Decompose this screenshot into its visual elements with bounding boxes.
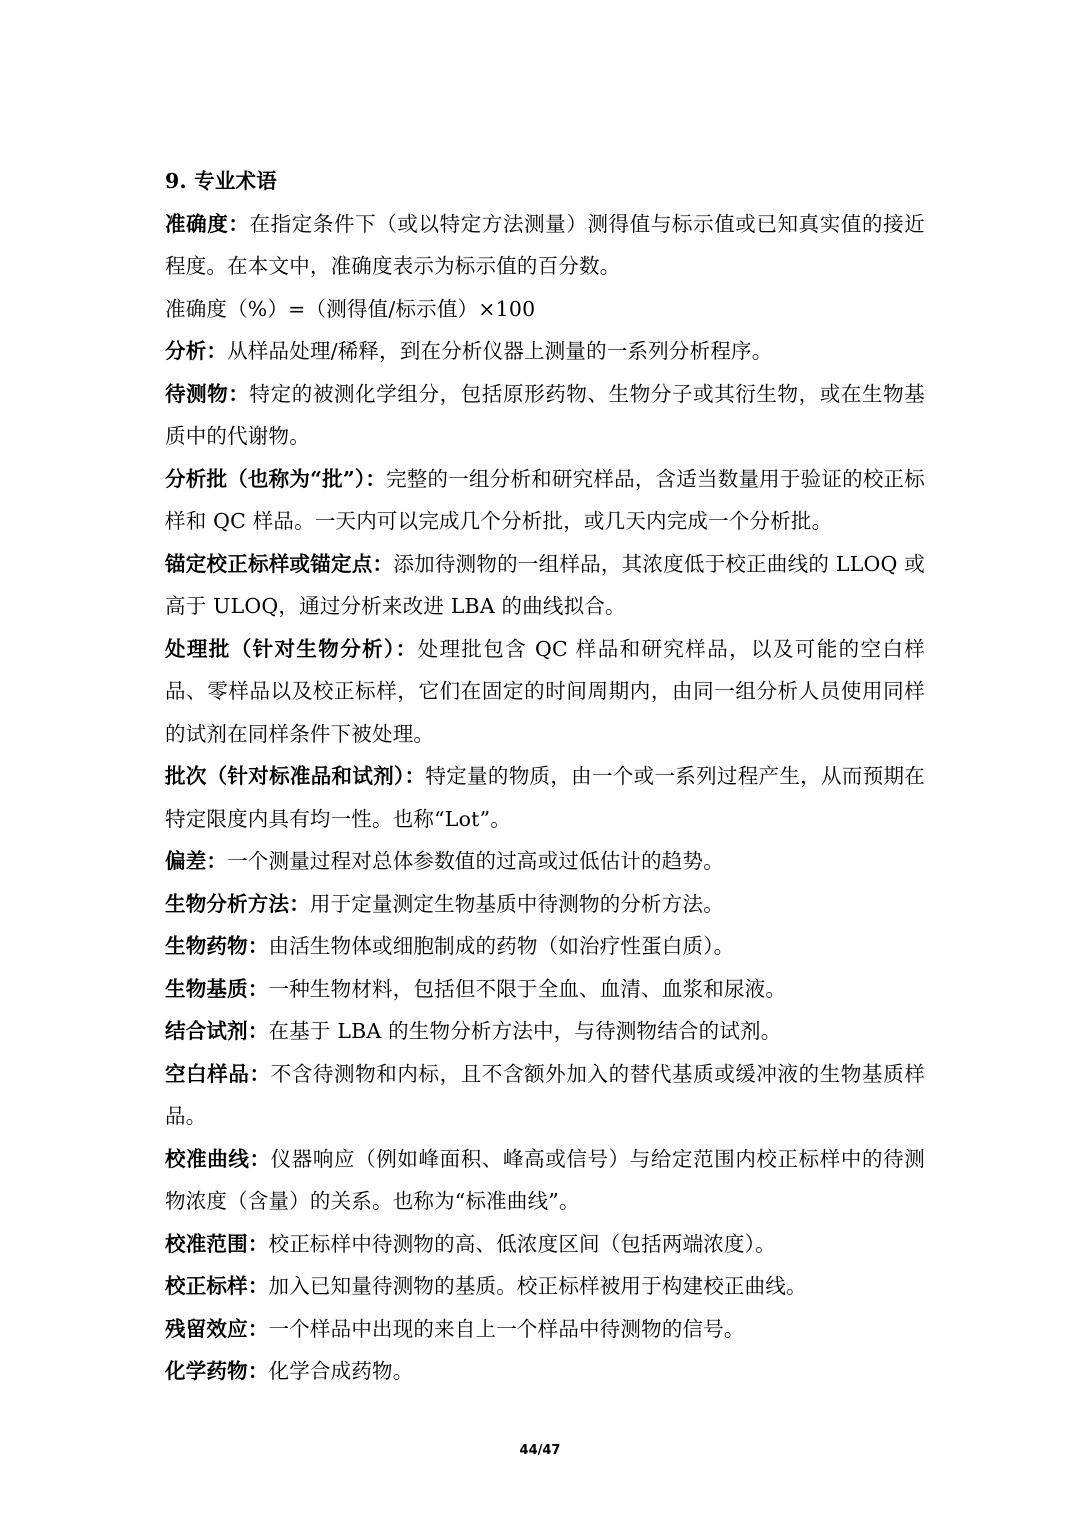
term-separator: ：: [247, 976, 269, 1001]
term-definition: 校正标样中待测物的高、低浓度区间（包括两端浓度）。: [268, 1231, 776, 1256]
glossary-entry-processing-batch: [165, 628, 925, 756]
term-label: 处理批（针对生物分析）: [165, 636, 396, 661]
term-definition: 不含待测物和内标，且不含额外加入的替代基质或缓冲液的生物基质样品。: [165, 1061, 925, 1128]
term-label: 校准范围: [165, 1231, 248, 1256]
term-separator: ：: [247, 1019, 269, 1043]
term-separator: ：: [289, 891, 310, 916]
glossary-entry-bias: [165, 840, 925, 883]
section-heading: 9. 专业术语: [165, 169, 277, 193]
term-separator: ：: [206, 339, 228, 363]
term-definition: 特定的被测化学组分，包括原形药物、生物分子或其衍生物，或在生物基质中的代谢物。: [165, 381, 925, 448]
glossary-entry-calibration-curve: [165, 1138, 925, 1223]
term-label: 生物基质: [165, 976, 248, 1001]
term-definition: 仪器响应（例如峰面积、峰高或信号）与给定范围内校正标样中的待测物浓度（含量）的关系。也称为“标准曲线”。: [165, 1146, 925, 1213]
term-label: 生物药物: [165, 934, 248, 958]
glossary-entry-calibration-range: [165, 1223, 925, 1266]
formula-text: 准确度（%）=（测得值/标示值）×100: [165, 296, 536, 321]
term-label: 分析: [165, 339, 207, 363]
glossary-entry-carryover: [165, 1308, 925, 1351]
term-definition: 处理批包含 QC 样品和研究样品，以及可能的空白样品、零样品以及校正标样，它们在固定的时间周期内，由同一组分析人员使用同样的试剂在同样条件下被处理。: [165, 636, 925, 746]
term-label: 批次（针对标准品和试剂）: [165, 764, 405, 788]
glossary-entry-analysis: [165, 330, 925, 373]
glossary-entry-chemical-drug: [165, 1350, 925, 1393]
term-separator: ：: [247, 1316, 269, 1341]
term-definition: 一种生物材料，包括但不限于全血、血清、血浆和尿液。: [268, 976, 787, 1001]
term-separator: ：: [247, 1274, 269, 1298]
term-definition: 由活生物体或细胞制成的药物（如治疗性蛋白质）。: [268, 934, 735, 958]
term-label: 结合试剂: [165, 1019, 248, 1043]
glossary-entry-blank-sample: [165, 1053, 925, 1138]
term-definition: 在指定条件下（或以特定方法测量）测得值与标示值或已知真实值的接近程度。在本文中，准确度表示为标示值的百分数。: [165, 211, 925, 278]
term-definition: 添加待测物的一组样品，其浓度低于校正曲线的 LLOQ 或高于 ULOQ，通过分析来改进 LBA 的曲线拟合。: [165, 551, 926, 618]
term-separator: ：: [247, 1359, 269, 1383]
term-label: 待测物: [165, 381, 229, 406]
term-label: 偏差: [165, 849, 207, 873]
glossary-entry-calibration-standard: [165, 1265, 925, 1308]
glossary-entry-analyte: [165, 373, 925, 458]
term-separator: ：: [228, 381, 250, 406]
term-definition: 加入已知量待测物的基质。校正标样被用于构建校正曲线。: [268, 1274, 807, 1298]
term-label: 化学药物: [165, 1359, 248, 1383]
term-label: 锚定校正标样或锚定点: [165, 551, 373, 576]
term-separator: ：: [372, 551, 394, 576]
page-number: 44/47: [519, 1443, 561, 1458]
term-label: 残留效应: [165, 1316, 248, 1341]
term-separator: ：: [404, 764, 426, 788]
accuracy-formula: [165, 288, 925, 331]
term-label: 生物分析方法: [165, 891, 290, 916]
glossary-entry-analytical-run: [165, 458, 925, 543]
term-separator: ：: [247, 934, 269, 958]
glossary-entry-bioanalytical-method: [165, 883, 925, 926]
term-separator: ：: [249, 1146, 271, 1171]
term-separator: ：: [206, 849, 228, 873]
glossary-entry-accuracy: [165, 203, 925, 288]
term-definition: 在基于 LBA 的生物分析方法中，与待测物结合的试剂。: [268, 1019, 782, 1043]
term-separator: ：: [247, 1231, 269, 1256]
glossary-entry-binding-reagent: [165, 1010, 925, 1053]
term-separator: ：: [249, 1061, 271, 1086]
term-separator: ：: [228, 211, 250, 236]
glossary-entry-anchor-calibrators: [165, 543, 925, 628]
term-definition: 从样品处理/稀释，到在分析仪器上测量的一系列分析程序。: [227, 339, 773, 363]
term-label: 分析批（也称为“批”）: [165, 466, 366, 491]
term-separator: ：: [395, 636, 418, 661]
glossary-entry-lot: [165, 755, 925, 840]
term-label: 准确度: [165, 211, 229, 236]
term-label: 校正标样: [165, 1274, 248, 1298]
glossary-entry-biological-matrix: [165, 968, 925, 1011]
term-label: 空白样品: [165, 1061, 250, 1086]
term-definition: 用于定量测定生物基质中待测物的分析方法。: [309, 891, 724, 916]
term-definition: 化学合成药物。: [268, 1359, 414, 1383]
term-definition: 一个样品中出现的来自上一个样品中待测物的信号。: [268, 1316, 745, 1341]
glossary-entry-biological-drug: [165, 925, 925, 968]
term-definition: 完整的一组分析和研究样品，含适当数量用于验证的校正标样和 QC 样品。一天内可以完成几个分析批，或几天内完成一个分析批。: [165, 466, 925, 533]
term-definition: 一个测量过程对总体参数值的过高或过低估计的趋势。: [227, 849, 724, 873]
page-content: [165, 160, 925, 1393]
term-definition: 特定量的物质，由一个或一系列过程产生，从而预期在特定限度内具有均一性。也称“Lot”。: [165, 764, 925, 831]
term-label: 校准曲线: [165, 1146, 250, 1171]
term-separator: ：: [365, 466, 387, 491]
